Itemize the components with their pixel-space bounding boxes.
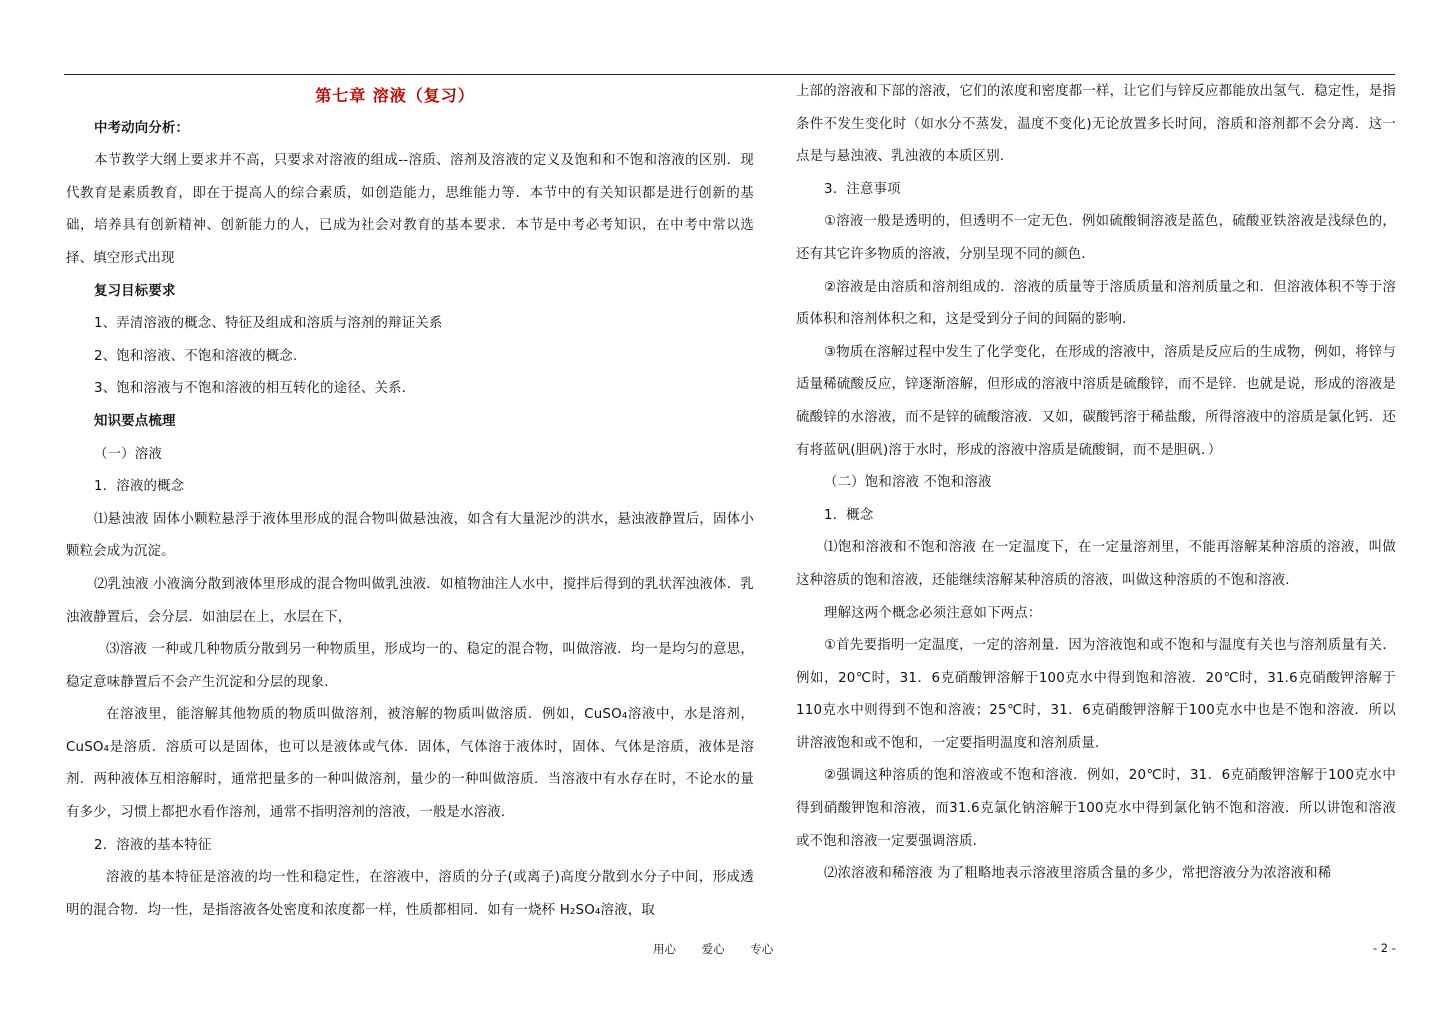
paragraph: 上部的溶液和下部的溶液，它们的浓度和密度都一样，让它们与锌反应都能放出氢气．稳定性，是指条件不发生变化时（如水分不蒸发，温度不变化)无论放置多长时间，溶质和溶剂都不会分离．这一点是与悬浊液、乳浊液的本质区别．	[796, 84, 1396, 165]
right-paragraphs	[796, 76, 1396, 891]
paragraph: ②强调这种溶质的饱和溶液或不饱和溶液．例如，20℃时，31．6克硝酸钾溶解于100克水中得到硝酸钾饱和溶液，而31.6克氯化钠溶解于100克水中得到氯化钠不饱和溶液．所以讲饱和溶液或不饱和溶液一定要强调溶质．	[796, 768, 1396, 849]
paragraph: 1、弄清溶液的概念、特征及组成和溶质与溶剂的辩证关系	[94, 316, 443, 332]
left-column	[66, 80, 754, 927]
paragraph: ⑵乳浊液 小液滴分散到液体里形成的混合物叫做乳浊液．如植物油注人水中，搅拌后得到的乳状浑浊液体．乳浊液静置后，会分层．如油层在上，水层在下，	[66, 576, 754, 625]
paragraph: 2．溶液的基本特征	[94, 837, 212, 853]
page-title: 第七章 溶液（复习）	[315, 86, 475, 105]
paragraph: （二）饱和溶液 不饱和溶液	[824, 475, 992, 491]
paragraph: ①溶液一般是透明的，但透明不一定无色．例如硫酸铜溶液是蓝色，硫酸亚铁溶液是浅绿色的，还有其它许多物质的溶液，分别呈现不同的颜色．	[796, 214, 1396, 262]
paragraph: 复习目标要求	[94, 283, 176, 299]
paragraph: ⑴饱和溶液和不饱和溶液 在一定温度下，在一定量溶剂里，不能再溶解某种溶质的溶液，叫做这种溶质的饱和溶液，还能继续溶解某种溶质的溶液，叫做这种溶质的不饱和溶液．	[796, 540, 1396, 588]
left-paragraphs	[66, 113, 754, 928]
paragraph: ①首先要指明一定温度，一定的溶剂量．因为溶液饱和或不饱和与温度有关也与溶剂质量有关．例如，20℃时，31．6克硝酸钾溶解于100克水中得到饱和溶液．20℃时，31.6克硝酸钾溶解于110克水中则得到不饱和溶液；25℃时，31．6克硝酸钾溶解于100克水中也是不饱和溶液．所以讲溶液饱和或不饱和，一定要指明温度和溶剂质量．	[796, 638, 1396, 751]
paragraph: 在溶液里，能溶解其他物质的物质叫做溶剂，被溶解的物质叫做溶质．例如，CuSO₄溶液中，水是溶剂，CuSO₄是溶质．溶质可以是固体，也可以是液体或气体．固体，气体溶于液体时，固体、气体是溶质，液体是溶剂．两种液体互相溶解时，通常把量多的一种叫做溶剂，量少的一种叫做溶质．当溶液中有水存在时，不论水的量有多少，习惯上都把水看作溶剂，通常不指明溶剂的溶液，一般是水溶液．	[66, 707, 754, 821]
paragraph: 中考动向分析：	[94, 120, 190, 136]
paragraph: 2、饱和溶液、不饱和溶液的概念.	[94, 348, 298, 364]
page-number: - 2 -	[1373, 941, 1396, 955]
paragraph: ③物质在溶解过程中发生了化学变化，在形成的溶液中，溶质是反应后的生成物，例如，将锌与适量稀硫酸反应，锌逐渐溶解，但形成的溶液中溶质是硫酸锌，而不是锌．也就是说，形成的溶液是硫酸锌的水溶液，而不是锌的硫酸溶液．又如，碳酸钙溶于稀盐酸，所得溶液中的溶质是氯化钙．还有将蓝矾(胆矾)溶于水时，形成的溶液中溶质是硫酸铜，而不是胆矾．）	[796, 344, 1396, 458]
header-rule	[64, 74, 1395, 75]
right-column	[796, 76, 1396, 891]
paragraph: 知识要点梳理	[94, 413, 176, 429]
paragraph: 3．注意事项	[824, 181, 901, 197]
footer	[0, 941, 1449, 961]
paragraph: 溶液的基本特征是溶液的均一性和稳定性，在溶液中，溶质的分子(或离子)高度分散到水分子中间，形成透明的混合物．均一性，是指溶液各处密度和浓度都一样，性质都相同．如有一烧杯 H₂SO₄溶液，取	[66, 870, 754, 918]
paragraph: 1．溶液的概念	[94, 479, 185, 495]
paragraph: 3、饱和溶液与不饱和溶液的相互转化的途径、关系．	[94, 381, 416, 397]
paragraph: 本节教学大纲上要求并不高，只要求对溶液的组成--溶质、溶剂及溶液的定义及饱和和不饱和溶液的区别．现代教育是素质教育，即在于提高人的综合素质，如创造能力，思维能力等．本节中的有关知识都是进行创新的基础，培养具有创新精神、创新能力的人，已成为社会对教育的基本要求．本节是中考必考知识，在中考中常以选择、填空形式出现	[66, 153, 754, 266]
paragraph: 理解这两个概念必须注意如下两点：	[824, 605, 1042, 621]
paragraph: ⑵浓溶液和稀溶液 为了粗略地表示溶液里溶质含量的多少，常把溶液分为浓溶液和稀	[824, 866, 1332, 882]
paragraph: 1．概念	[824, 507, 874, 523]
paragraph: ⑴悬浊液 固体小颗粒悬浮于液体里形成的混合物叫做悬浊液，如含有大量泥沙的洪水，悬浊液静置后，固体小颗粒会成为沉淀。	[66, 511, 754, 560]
paragraph: ⑶溶液 一种或几种物质分散到另一种物质里，形成均一的、稳定的混合物，叫做溶液．均一是均匀的意思，稳定意味静置后不会产生沉淀和分层的现象．	[66, 642, 754, 690]
paragraph: （一）溶液	[94, 446, 162, 462]
footer-motto: 用心 爱心 专心	[653, 942, 774, 956]
paragraph: ②溶液是由溶质和溶剂组成的．溶液的质量等于溶质质量和溶剂质量之和．但溶液体积不等于溶质体积和溶剂体积之和，这是受到分子间的间隔的影响．	[796, 279, 1396, 328]
